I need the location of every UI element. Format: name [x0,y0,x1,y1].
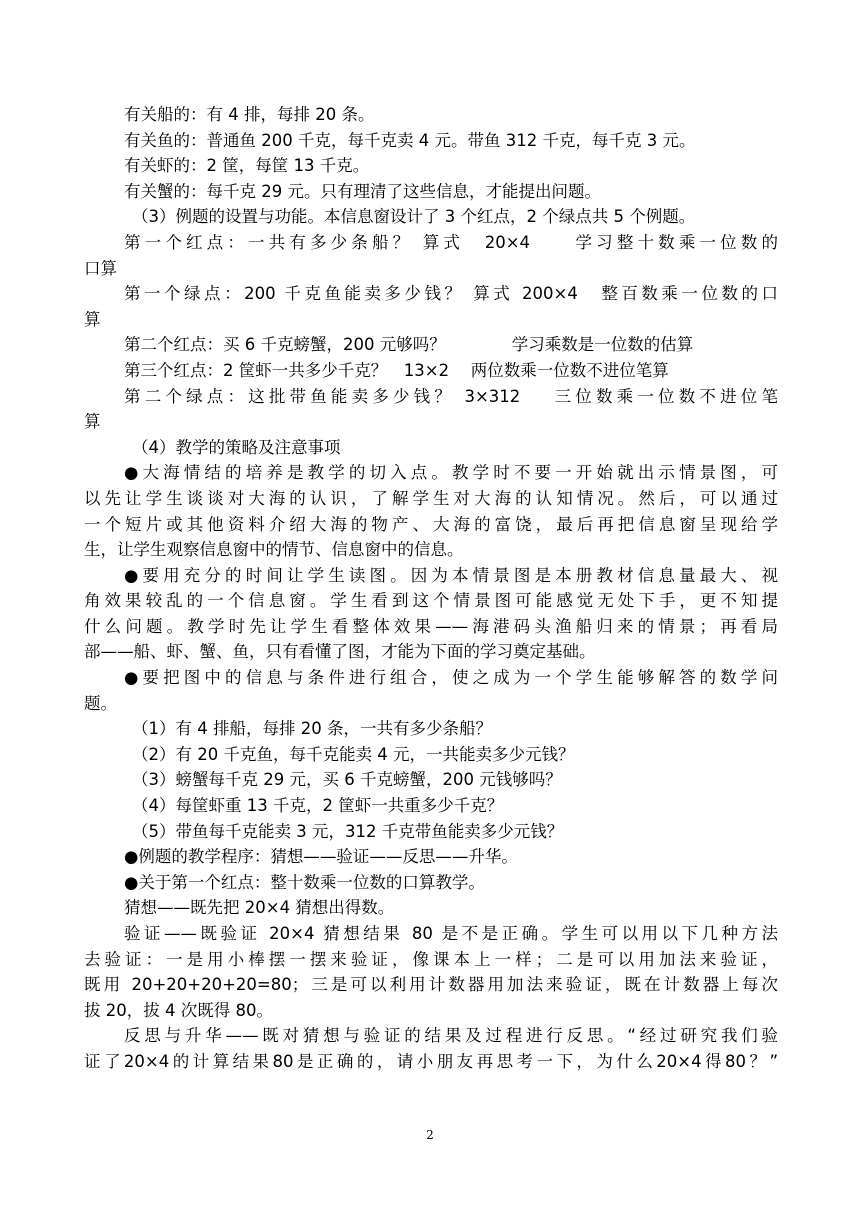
text-line: （3）例题的设置与功能。本信息窗设计了 3 个红点，2 个绿点共 5 个例题。 [132,207,696,227]
text-line: 既用 20+20+20+20=80；三是可以利用计数器用加法来验证，既在计数器上每次 [84,975,778,995]
text-line: 第一个绿点：200 千克鱼能卖多少钱？ 算式 200×4 整百数乘一位数的口 [124,284,778,304]
text-line: 算 [84,309,101,329]
page-number: 2 [426,1128,434,1142]
text-line: 有关蟹的：每千克 29 元。只有理清了这些信息，才能提出问题。 [124,181,601,201]
text-line: （2）有 20 千克鱼，每千克能卖 4 元，一共能卖多少元钱？ [132,744,575,764]
text-line: 有关船的：有 4 排，每排 20 条。 [124,105,375,124]
text-line: 有关鱼的：普通鱼 200 千克，每千克卖 4 元。带鱼 312 千克，每千克 3 元。 [124,130,696,150]
text-line: 第二个绿点：这批带鱼能卖多少钱？ 3×312 三位数乘一位数不进位笔 [124,386,778,406]
text-line: 算 [84,412,101,432]
text-line: 题。 [84,693,117,713]
text-line: 生，让学生观察信息窗中的情节、信息窗中的信息。 [84,540,464,560]
text-line: 有关虾的：2 筐，每筐 13 千克。 [124,156,370,176]
text-line: 什么问题。教学时先让学生看整体效果——海港码头渔船归来的情景；再看局 [84,616,778,636]
text-line: ●要把图中的信息与条件进行组合，使之成为一个学生能够解答的数学问 [124,668,778,688]
text-line: （1）有 4 排船，每排 20 条，一共有多少条船？ [132,719,492,739]
text-line: 去验证：一是用小棒摆一摆来验证，像课本上一样；二是可以用加法来验证， [84,949,778,969]
text-line: （5）带鱼每千克能卖 3 元，312 千克带鱼能卖多少元钱？ [132,821,564,841]
text-line: （4）每筐虾重 13 千克，2 筐虾一共重多少千克？ [132,796,504,816]
text-line: （4）教学的策略及注意事项 [132,437,341,457]
text-line: 拔 20，拔 4 次既得 80。 [84,1000,273,1020]
text-line: 证了20×4的计算结果80是正确的，请小朋友再思考一下，为什么20×4得80？” [84,1051,778,1071]
text-line: 第三个红点：2 筐虾一共多少千克？ 13×2 两位数乘一位数不进位笔算 [124,360,669,380]
text-line: 反思与升华——既对猜想与验证的结果及过程进行反思。“经过研究我们验 [124,1026,778,1046]
text-line: 口算 [84,258,117,278]
text-line: 第二个红点：买 6 千克螃蟹，200 元够吗？ 学习乘数是一位数的估算 [124,335,694,355]
text-line: 一个短片或其他资料介绍大海的物产、大海的富饶，最后再把信息窗呈现给学 [84,514,778,534]
text-line: ●大海情结的培养是教学的切入点。教学时不要一开始就出示情景图，可 [124,463,778,483]
document-body [84,102,778,1075]
text-line: 部——船、虾、蟹、鱼，只有看懂了图，才能为下面的学习奠定基础。 [84,642,596,662]
text-line: 角效果较乱的一个信息窗。学生看到这个情景图可能感觉无处下手，更不知提 [84,591,778,611]
text-line: ●例题的教学程序：猜想——验证——反思——升华。 [124,847,518,867]
text-line: 以先让学生谈谈对大海的认识，了解学生对大海的认知情况。然后，可以通过 [84,488,778,508]
text-line: 第一个红点：一共有多少条船？ 算式 20×4 学习整十数乘一位数的 [124,232,778,252]
text-line: （3）螃蟹每千克 29 元，买 6 千克螃蟹，200 元钱够吗？ [132,770,562,790]
text-line: ●关于第一个红点：整十数乘一位数的口算教学。 [124,872,485,892]
text-line: ●要用充分的时间让学生读图。因为本情景图是本册教材信息量最大、视 [124,565,778,585]
text-line: 猜想——既先把 20×4 猜想出得数。 [124,898,395,918]
text-line: 验证——既验证 20×4 猜想结果 80 是不是正确。学生可以用以下几种方法 [124,924,778,943]
